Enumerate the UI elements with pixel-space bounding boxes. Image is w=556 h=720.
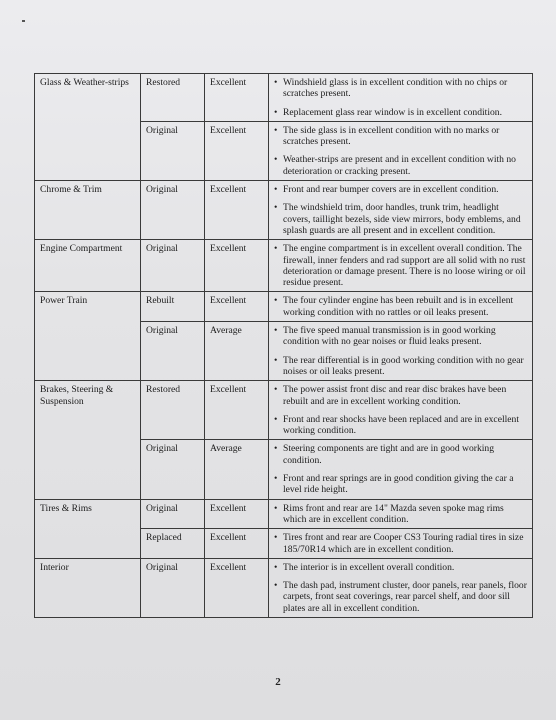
notes-list <box>274 125 528 177</box>
status-cell: Original <box>141 181 205 240</box>
status-cell: Replaced <box>141 529 205 559</box>
note-item: • The engine compartment is in excellent overall condition. The firewall, inner fenders and rad support are all solid with no rust deterioration or damage present. There is no loose wiring or oil residue present. <box>274 243 528 288</box>
status-cell: Rebuilt <box>141 292 205 322</box>
notes-cell <box>269 440 533 499</box>
note-item: • The four cylinder engine has been rebuilt and is in excellent working condition with no rattles or oil leaks present. <box>274 295 528 318</box>
note-item: • Front and rear springs are in good condition giving the car a level ride height. <box>274 473 528 496</box>
notes-list <box>274 532 528 555</box>
category-cell: Glass & Weather-strips <box>35 74 141 181</box>
category-cell: Tires & Rims <box>35 499 141 558</box>
category-cell: Chrome & Trim <box>35 181 141 240</box>
note-item: • Rims front and rear are 14" Mazda seven spoke mag rims which are in excellent condition. <box>274 503 528 526</box>
notes-cell <box>269 121 533 180</box>
condition-cell: Excellent <box>205 558 269 617</box>
table-row <box>35 181 533 240</box>
note-item: • The dash pad, instrument cluster, door panels, rear panels, floor carpets, front seat coverings, rear parcel shelf, and door sill plates are all in excellent condition. <box>274 580 528 614</box>
condition-report-body <box>35 74 533 618</box>
notes-list <box>274 77 528 118</box>
category-cell: Brakes, Steering & Suspension <box>35 381 141 499</box>
notes-cell <box>269 74 533 122</box>
notes-cell <box>269 381 533 440</box>
condition-cell: Excellent <box>205 121 269 180</box>
table-row <box>35 240 533 292</box>
note-item: • The side glass is in excellent condition with no marks or scratches present. <box>274 125 528 148</box>
notes-cell <box>269 322 533 381</box>
table-row <box>35 499 533 529</box>
note-item: • Front and rear shocks have been replaced and are in excellent working condition. <box>274 414 528 437</box>
notes-cell <box>269 499 533 529</box>
note-item: • Replacement glass rear window is in excellent condition. <box>274 107 528 118</box>
condition-cell: Average <box>205 322 269 381</box>
notes-list <box>274 562 528 614</box>
status-cell: Original <box>141 558 205 617</box>
notes-cell <box>269 558 533 617</box>
note-item: • The five speed manual transmission is in good working condition with no gear noises or fluid leaks present. <box>274 325 528 348</box>
notes-cell <box>269 292 533 322</box>
notes-cell <box>269 181 533 240</box>
category-cell: Interior <box>35 558 141 617</box>
condition-report-table <box>34 73 533 618</box>
note-item: • The rear differential is in good working condition with no gear noises or oil leaks present. <box>274 355 528 378</box>
condition-cell: Excellent <box>205 240 269 292</box>
scan-mark <box>22 20 25 22</box>
condition-cell: Excellent <box>205 74 269 122</box>
note-item: • Weather-strips are present and in excellent condition with no deterioration or cracking present. <box>274 154 528 177</box>
condition-cell: Average <box>205 440 269 499</box>
notes-list <box>274 443 528 495</box>
table-row <box>35 74 533 122</box>
notes-list <box>274 384 528 436</box>
condition-cell: Excellent <box>205 181 269 240</box>
status-cell: Original <box>141 499 205 529</box>
category-cell: Power Train <box>35 292 141 381</box>
category-cell: Engine Compartment <box>35 240 141 292</box>
note-item: • Steering components are tight and are in good working condition. <box>274 443 528 466</box>
status-cell: Original <box>141 240 205 292</box>
condition-cell: Excellent <box>205 529 269 559</box>
notes-list <box>274 243 528 288</box>
notes-list <box>274 295 528 318</box>
page-number: 2 <box>275 676 281 688</box>
status-cell: Original <box>141 322 205 381</box>
table-row <box>35 381 533 440</box>
notes-list <box>274 325 528 377</box>
notes-list <box>274 503 528 526</box>
status-cell: Original <box>141 121 205 180</box>
table-row <box>35 292 533 322</box>
note-item: • Windshield glass is in excellent condition with no chips or scratches present. <box>274 77 528 100</box>
notes-cell <box>269 529 533 559</box>
condition-cell: Excellent <box>205 499 269 529</box>
table-row <box>35 558 533 617</box>
status-cell: Original <box>141 440 205 499</box>
notes-cell <box>269 240 533 292</box>
status-cell: Restored <box>141 74 205 122</box>
note-item: • The windshield trim, door handles, trunk trim, headlight covers, taillight bezels, side view mirrors, body emblems, and splash guards are all present and in excellent condition. <box>274 202 528 236</box>
status-cell: Restored <box>141 381 205 440</box>
condition-cell: Excellent <box>205 292 269 322</box>
condition-cell: Excellent <box>205 381 269 440</box>
note-item: • The interior is in excellent overall condition. <box>274 562 528 573</box>
note-item: • The power assist front disc and rear disc brakes have been rebuilt and are in excellent working condition. <box>274 384 528 407</box>
notes-list <box>274 184 528 236</box>
note-item: • Tires front and rear are Cooper CS3 Touring radial tires in size 185/70R14 which are in excellent condition. <box>274 532 528 555</box>
note-item: • Front and rear bumper covers are in excellent condition. <box>274 184 528 195</box>
